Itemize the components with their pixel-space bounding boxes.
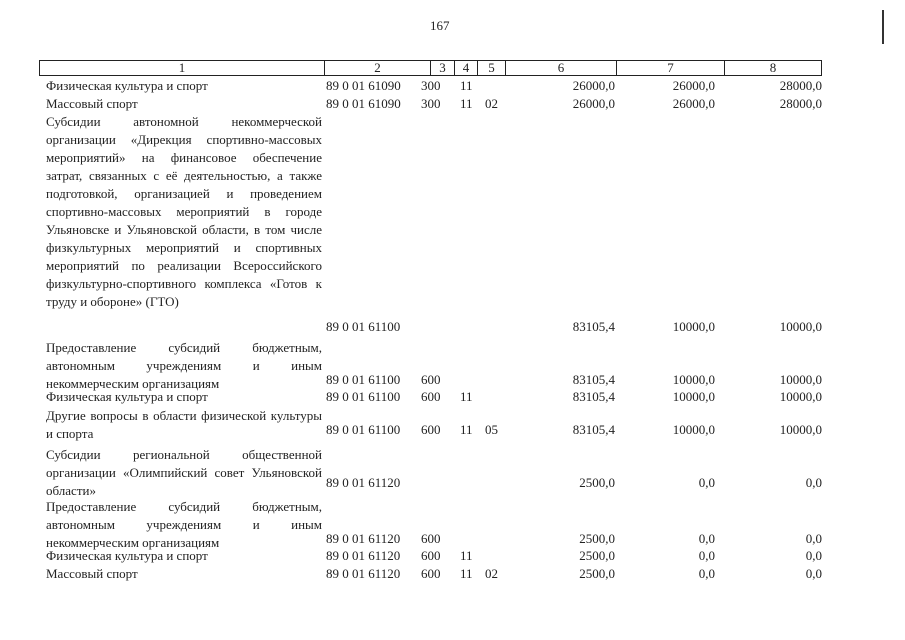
row-code: 89 0 01 61090 <box>326 96 401 111</box>
row-col5: 02 <box>485 566 498 581</box>
row-col4: 11 <box>460 389 473 404</box>
row-value-6: 83105,4 <box>572 389 615 404</box>
row-value-6: 2500,0 <box>579 548 615 563</box>
header-cell-7: 7 <box>617 61 725 75</box>
row-value-6: 83105,4 <box>572 319 615 334</box>
row-name: Массовый спорт <box>46 566 138 581</box>
row-col3: 300 <box>421 78 441 93</box>
row-value-6: 2500,0 <box>579 566 615 581</box>
table-header-row <box>39 60 822 76</box>
row-code: 89 0 01 61120 <box>326 475 401 490</box>
row-name: Физическая культура и спорт <box>46 389 208 404</box>
row-value-8: 0,0 <box>805 531 822 546</box>
row-value-6: 2500,0 <box>579 531 615 546</box>
row-col4: 11 <box>460 78 473 93</box>
row-code: 89 0 01 61100 <box>326 372 401 387</box>
row-col4: 11 <box>460 96 473 111</box>
row-col3: 600 <box>421 531 441 546</box>
header-cell-4: 4 <box>455 61 478 75</box>
row-value-6: 2500,0 <box>579 475 615 490</box>
row-code: 89 0 01 61100 <box>326 389 401 404</box>
row-name: Предоставление субсидий бюджетным, автономным учреждениям и иным некоммерческим организациям <box>46 499 322 550</box>
row-value-8: 28000,0 <box>779 78 822 93</box>
row-value-7: 10000,0 <box>672 319 715 334</box>
scan-edge-mark <box>882 10 884 44</box>
row-value-7: 26000,0 <box>672 78 715 93</box>
row-code: 89 0 01 61100 <box>326 319 401 334</box>
row-code: 89 0 01 61100 <box>326 422 401 437</box>
row-value-8: 10000,0 <box>779 422 822 437</box>
row-name: Субсидии региональной общественной организации «Олимпийский совет Ульяновской области» <box>46 447 322 498</box>
row-col3: 600 <box>421 548 441 563</box>
header-cell-5: 5 <box>478 61 506 75</box>
header-cell-6: 6 <box>506 61 617 75</box>
row-code: 89 0 01 61120 <box>326 531 401 546</box>
row-col3: 600 <box>421 389 441 404</box>
page-number: 167 <box>430 18 450 33</box>
row-col3: 600 <box>421 566 441 581</box>
header-cell-3: 3 <box>431 61 455 75</box>
header-cell-1: 1 <box>40 61 325 75</box>
row-value-7: 26000,0 <box>672 96 715 111</box>
row-value-7: 10000,0 <box>672 372 715 387</box>
row-value-7: 0,0 <box>698 566 715 581</box>
row-name: Физическая культура и спорт <box>46 548 208 563</box>
row-col3: 300 <box>421 96 441 111</box>
header-cell-8: 8 <box>769 60 777 75</box>
row-code: 89 0 01 61090 <box>326 78 401 93</box>
row-value-7: 0,0 <box>698 531 715 546</box>
row-value-6: 26000,0 <box>572 78 615 93</box>
row-value-8: 0,0 <box>805 548 822 563</box>
row-value-6: 83105,4 <box>572 422 615 437</box>
row-col4: 11 <box>460 548 473 563</box>
row-value-7: 0,0 <box>698 548 715 563</box>
row-col3: 600 <box>421 372 441 387</box>
row-value-7: 10000,0 <box>672 422 715 437</box>
row-col4: 11 <box>460 422 473 437</box>
row-name: Массовый спорт <box>46 96 138 111</box>
row-value-7: 10000,0 <box>672 389 715 404</box>
row-value-8: 10000,0 <box>779 319 822 334</box>
row-code: 89 0 01 61120 <box>326 566 401 581</box>
row-value-8: 10000,0 <box>779 389 822 404</box>
row-col5: 02 <box>485 96 498 111</box>
row-col4: 11 <box>460 566 473 581</box>
row-name: Предоставление субсидий бюджетным, автономным учреждениям и иным некоммерческим организациям <box>46 340 322 391</box>
row-value-6: 83105,4 <box>572 372 615 387</box>
row-value-6: 26000,0 <box>572 96 615 111</box>
row-value-8: 0,0 <box>805 475 822 490</box>
row-value-8: 10000,0 <box>779 372 822 387</box>
row-name: Субсидии автономной некоммерческой организации «Дирекция спортивно-массовых мероприятий» на финансовое обеспечение затрат, связанных с её деятельностью, а также подготовкой, организацией и проведением спортивно-массовых мероприятий в городе Ульяновске и Ульяновской области, в том числе физкультурных мероприятий и спортивных мероприятий по реализации Всероссийского физкультурно-спортивного комплекса «Готов к труду и обороне» (ГТО) <box>46 114 322 309</box>
row-value-8: 0,0 <box>805 566 822 581</box>
row-name: Другие вопросы в области физической культуры и спорта <box>46 408 322 441</box>
row-value-7: 0,0 <box>698 475 715 490</box>
row-code: 89 0 01 61120 <box>326 548 401 563</box>
row-col5: 05 <box>485 422 498 437</box>
row-name: Физическая культура и спорт <box>46 78 208 93</box>
header-cell-2: 2 <box>325 61 431 75</box>
row-col3: 600 <box>421 422 441 437</box>
row-value-8: 28000,0 <box>779 96 822 111</box>
